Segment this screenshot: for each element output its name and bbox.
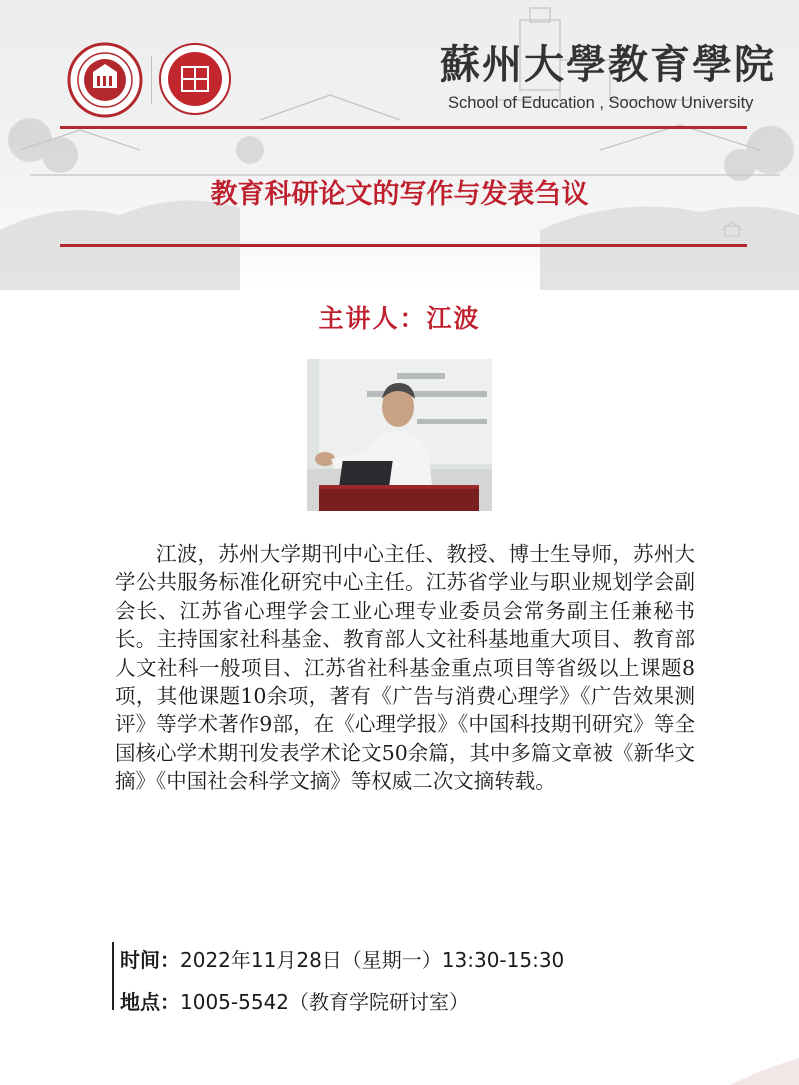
event-title: 教育科研论文的写作与发表刍议	[210, 179, 589, 210]
header-bottom-rule	[60, 244, 747, 247]
place-row	[120, 986, 469, 1015]
logo-divider	[151, 56, 152, 104]
time-label: 时间：	[120, 948, 180, 972]
time-value: 2022年11月28日（星期一）13:30-15:30	[180, 948, 565, 972]
speaker-bio	[115, 540, 695, 796]
place-label: 地点：	[120, 990, 180, 1014]
place-value: 1005-5542（教育学院研讨室）	[180, 990, 470, 1014]
info-divider	[112, 942, 114, 1010]
speaker-photo	[307, 359, 492, 511]
school-name-en: School of Education , Soochow University	[448, 94, 754, 112]
school-name-cn: 蘇州大學教育學院	[440, 41, 776, 88]
header-banner	[0, 0, 799, 290]
corner-decoration	[730, 1040, 799, 1085]
education-school-seal-icon	[158, 42, 232, 116]
speaker-line: 主讲人：江波	[318, 304, 481, 333]
university-seal-icon	[67, 42, 143, 118]
bio-paragraph: 江波，苏州大学期刊中心主任、教授、博士生导师，苏州大学公共服务标准化研究中心主任。江苏省学业与职业规划学会副会长、江苏省心理学会工业心理专业委员会常务副主任兼秘书长。主持国家社科基金、教育部人文社科基地重大项目、教育部人文社科一般项目、江苏省社科基金重点项目等省级以上课题8项，其他课题10余项，著有《广告与消费心理学》《广告效果测评》等学术著作9部，在《心理学报》《中国科技期刊研究》等全国核心学术期刊发表学术论文50余篇，其中多篇文章被《新华文摘》《中国社会科学文摘》等权威二次文摘转载。	[115, 542, 695, 794]
header-top-rule	[60, 126, 747, 129]
time-row	[120, 944, 564, 973]
